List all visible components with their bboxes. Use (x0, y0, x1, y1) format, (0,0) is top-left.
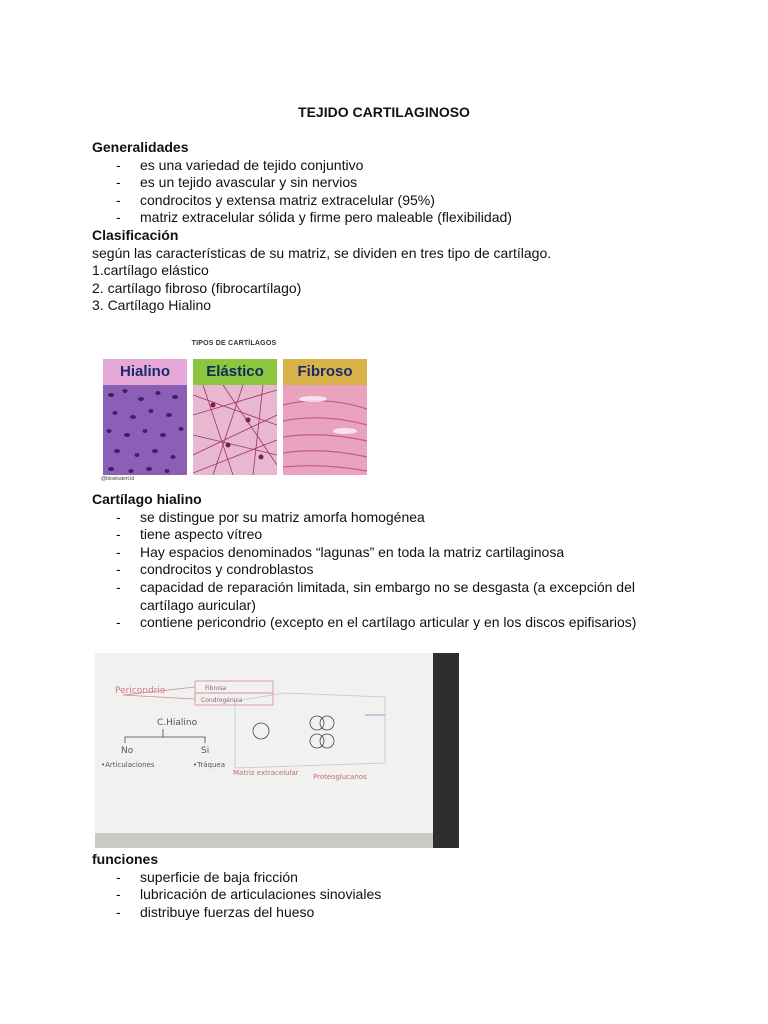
note-si: Si (201, 746, 210, 756)
list-hialino (92, 509, 692, 632)
figure-title: TIPOS DE CARTÍLAGOS (191, 340, 277, 347)
figure-tipos-cartilagos (97, 332, 371, 486)
heading-generalidades: Generalidades (92, 139, 189, 155)
clasificacion-intro: según las características de su matriz, se dividen en tres tipo de cartílago. (92, 244, 552, 261)
list-item: - matriz extracelular sólida y firme pero maleable (flexibilidad) (92, 209, 692, 227)
heading-clasificacion: Clasificación (92, 226, 179, 243)
panel-label: Fibroso (283, 359, 367, 385)
hialino-tissue-image (103, 385, 187, 475)
note-traquea: •Tráquea (193, 761, 226, 769)
fibroso-tissue-image (283, 385, 367, 475)
heading-funciones: funciones (92, 851, 159, 867)
list-item: - distribuye fuerzas del hueso (92, 904, 692, 922)
list-item: - lubricación de articulaciones sinoviales (92, 886, 692, 904)
list-item: - es una variedad de tejido conjuntivo (92, 157, 692, 175)
list-item: - se distingue por su matriz amorfa homogénea (92, 509, 692, 527)
list-item: - superficie de baja fricción (92, 869, 692, 887)
heading-hialino: Cartílago hialino (92, 491, 202, 507)
whiteboard-photo (95, 653, 459, 848)
panel-label: Elástico (193, 359, 277, 385)
list-item: - Hay espacios denominados “lagunas” en toda la matriz cartilaginosa (92, 544, 692, 562)
list-generalidades (92, 157, 692, 227)
panel-hialino (103, 359, 187, 475)
note-no: No (121, 746, 134, 756)
list-funciones (92, 869, 692, 922)
clasificacion-line: 3. Cartílago Hialino (92, 297, 212, 314)
note-fibrosa: Fibrosa (205, 685, 227, 692)
note-condrogenica: Condrogénica (201, 697, 243, 704)
section-funciones (92, 851, 692, 921)
list-item: - capacidad de reparación limitada, sin embargo no se desgasta (a excepción del cartílago auricular) (92, 579, 660, 614)
elastico-tissue-image (193, 385, 277, 475)
note-pericondrio: Pericondrio (115, 686, 166, 696)
note-c-hialino: C.Hialino (157, 718, 198, 728)
note-matriz-extracelular: Matriz extracelular (233, 769, 299, 777)
whiteboard-drawing (95, 653, 459, 848)
section-generalidades (92, 139, 692, 315)
document-title: TEJIDO CARTILAGINOSO (298, 104, 470, 120)
section-hialino (92, 491, 692, 632)
list-item: - tiene aspecto vítreo (92, 526, 692, 544)
list-item: - es un tejido avascular y sin nervios (92, 174, 692, 192)
list-item: - condrocitos y condroblastos (92, 561, 692, 579)
figure-credit: @biosikatert.ld (101, 476, 135, 482)
list-item: - condrocitos y extensa matriz extracelular (95%) (92, 192, 692, 210)
note-proteoglucanos: Proteoglucanos (313, 773, 367, 781)
list-item: - contiene pericondrio (excepto en el cartílago articular y en los discos epifisarios) (92, 614, 720, 632)
clasificacion-line: 2. cartílago fibroso (fibrocartílago) (92, 279, 302, 296)
panel-fibroso (283, 359, 367, 475)
panel-elastico (193, 359, 277, 475)
clasificacion-line: 1.cartílago elástico (92, 262, 209, 279)
panel-label: Hialino (103, 359, 187, 385)
note-articulaciones: •Articulaciones (101, 761, 155, 769)
